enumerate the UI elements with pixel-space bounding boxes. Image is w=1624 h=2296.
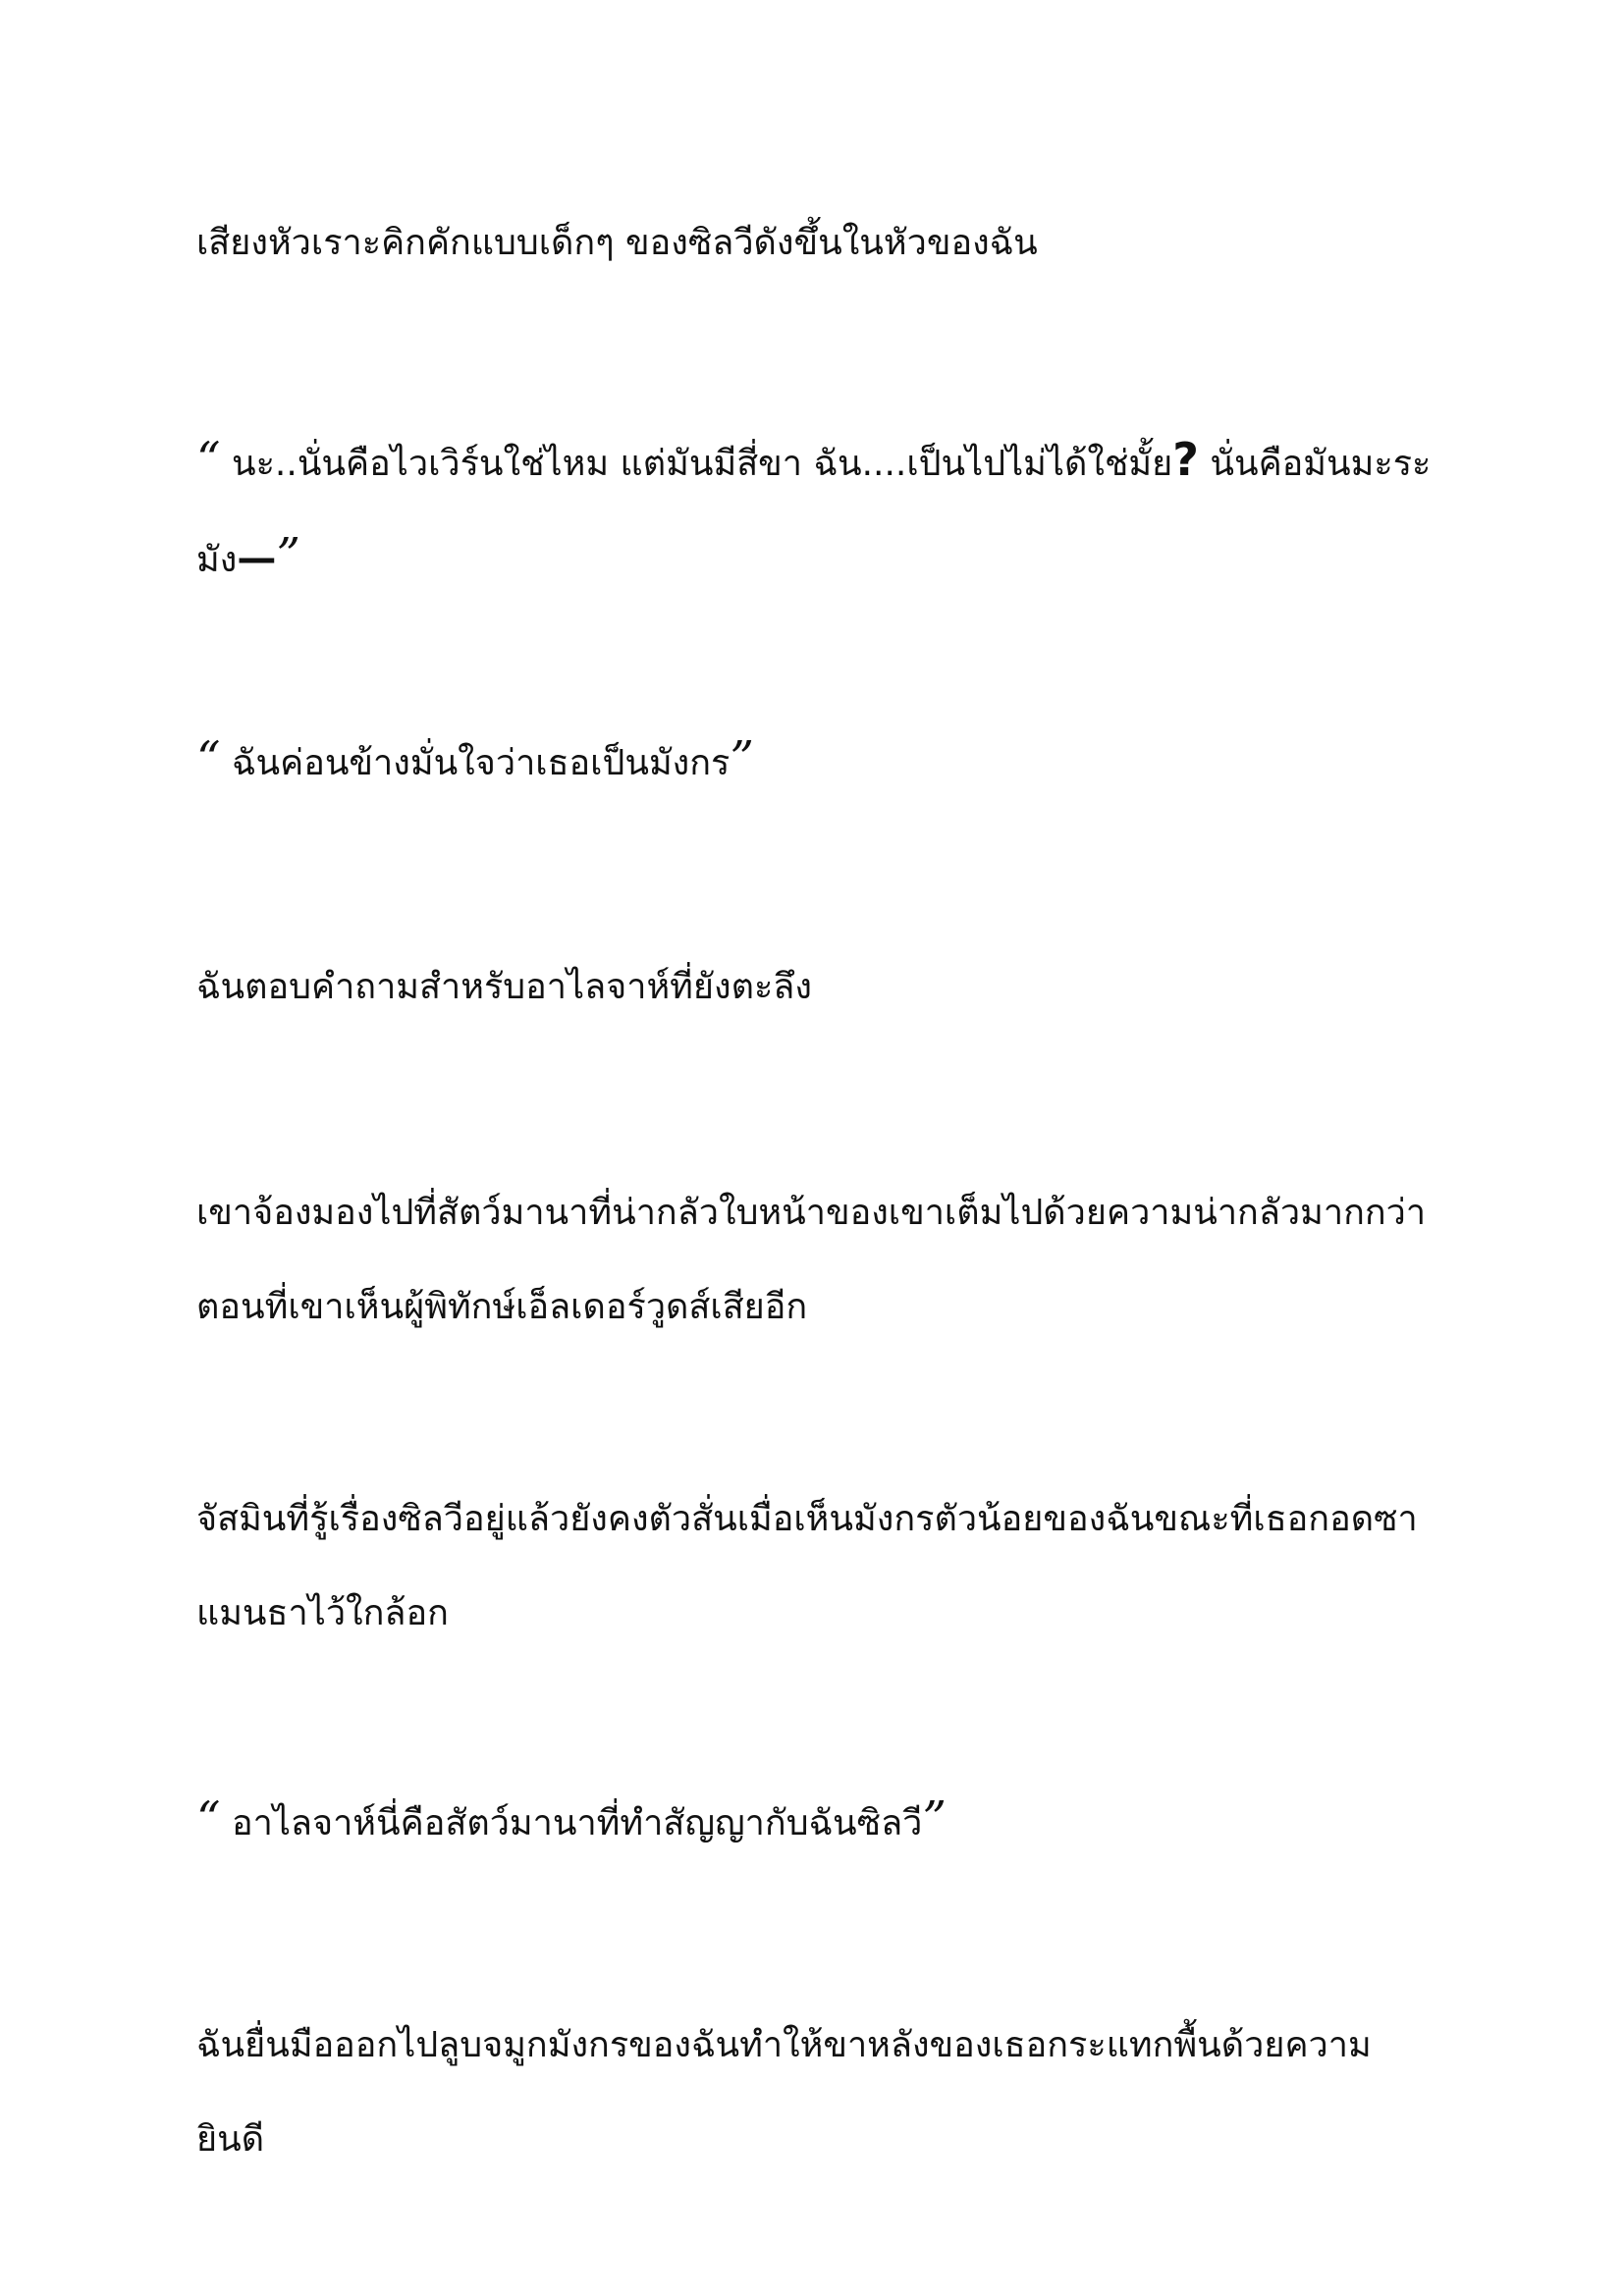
- open-quote: “: [196, 1791, 221, 1846]
- close-quote: ”: [730, 731, 754, 786]
- paragraph-narration: ฉันยื่นมือออกไปลูบจมูกมังกรของฉันทำให้ขาหลังของเธอกระแทกพื้นด้วยความยินดี: [196, 2025, 1372, 2160]
- paragraph-narration: เสียงหัวเราะคิกคักแบบเด็กๆ ของซิลวีดังขึ้นในหัวของฉัน: [196, 223, 1038, 263]
- paragraph-dialogue: [196, 412, 1434, 608]
- paragraph-dialogue: [196, 1777, 1434, 1871]
- paragraph-narration: จัสมินที่รู้เรื่องซิลวีอยู่แล้วยังคงตัวสั่นเมื่อเห็นมังกรตัวน้อยของฉันขณะที่เธอกอดซาแมนธาไว้ใกล้อก: [196, 1499, 1418, 1633]
- open-quote: “: [196, 432, 221, 487]
- open-quote: “: [196, 731, 221, 786]
- paragraph-narration: เขาจ้องมองไปที่สัตว์มานาที่น่ากลัวใบหน้าของเขาเต็มไปด้วยความน่ากลัวมากกว่าตอนที่เขาเห็นผู้พิทักษ์เอ็ลเดอร์วูดส์เสียอีก: [196, 1193, 1427, 1327]
- paragraph-narration: ฉันตอบคำถามสำหรับอาไลจาห์ที่ยังตะลึง: [196, 967, 812, 1007]
- close-quote: ”: [276, 528, 300, 583]
- question-mark: ?: [1172, 433, 1199, 486]
- dialogue-text: นะ..นั่นคือไวเวิร์นใช่ไหม แต่มันมีสี่ขา ฉัน....เป็นไปไม่ได้ใช่มั้ย: [220, 444, 1173, 484]
- dialogue-text: อาไลจาห์นี่คือสัตว์มานาที่ทำสัญญากับฉันซิลวี: [220, 1803, 923, 1843]
- paragraph-dialogue: [196, 717, 1434, 811]
- em-dash: —: [237, 536, 277, 581]
- dialogue-text: นั่นคือมันมะระมัง: [196, 444, 1432, 580]
- dialogue-text: ฉันค่อนข้างมั่นใจว่าเธอเป็นมังกร: [220, 743, 731, 783]
- close-quote: ”: [922, 1791, 947, 1846]
